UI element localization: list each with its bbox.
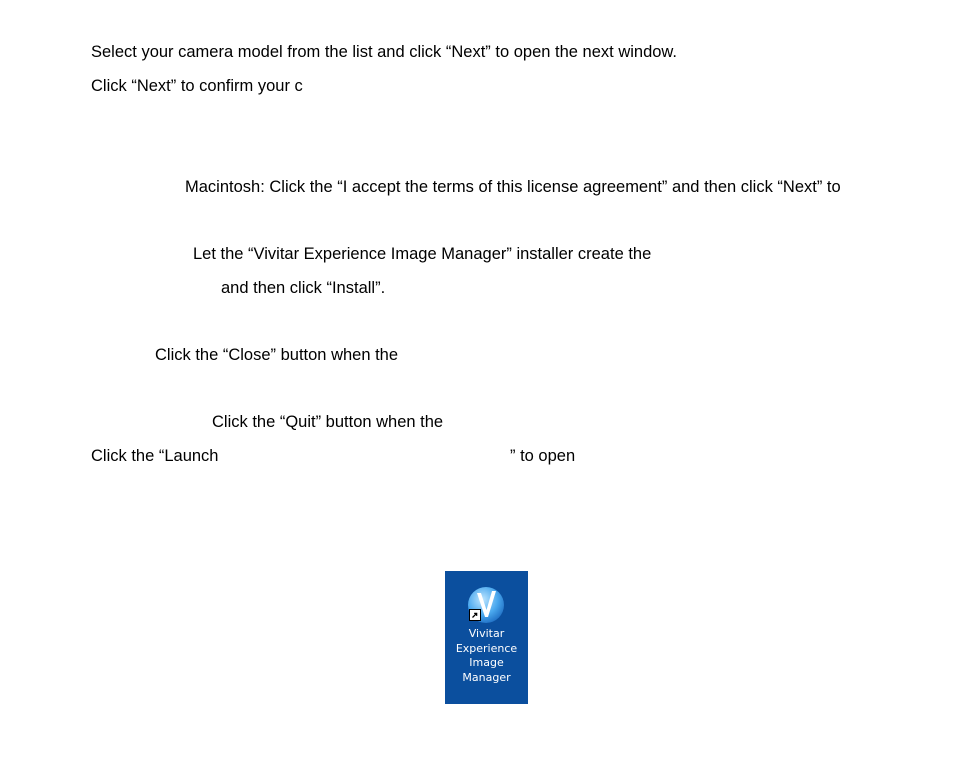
instruction-install: and then click “Install”.: [221, 279, 386, 297]
shortcut-label-line: Experience: [455, 641, 518, 655]
shortcut-label-line: Image: [469, 656, 504, 669]
instruction-close: Click the “Close” button when the: [155, 346, 399, 364]
shortcut-label-line: Manager: [462, 670, 511, 684]
vivitar-desktop-shortcut[interactable]: [445, 571, 528, 704]
shortcut-label-line: Vivitar: [468, 627, 505, 640]
instruction-select-camera: Select your camera model from the list and click “Next” to open the next window.: [91, 43, 678, 61]
instruction-launch-prefix: Click the “Launch: [91, 447, 219, 465]
instruction-macintosh-license: Macintosh: Click the “I accept the terms of this license agreement” and then click “Next” to: [185, 178, 841, 196]
instruction-installer-create: Let the “Vivitar Experience Image Manager” installer create the: [193, 245, 652, 263]
instruction-confirm: Click “Next” to confirm your c: [91, 77, 303, 95]
shortcut-label: [445, 627, 528, 685]
instruction-launch-suffix: ” to open: [510, 447, 576, 465]
instruction-quit: Click the “Quit” button when the: [212, 413, 444, 431]
shortcut-arrow-icon: [469, 609, 481, 621]
